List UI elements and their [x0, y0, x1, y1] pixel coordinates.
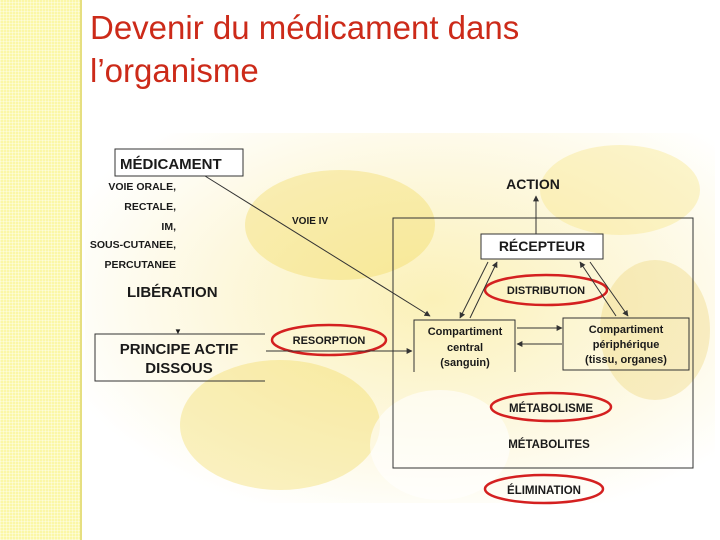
action-label: ACTION: [506, 176, 560, 192]
metabolites-label: MÉTABOLITES: [508, 439, 590, 451]
resorption-label: RESORPTION: [292, 335, 366, 347]
down-arrow-glyph: ▼: [174, 327, 182, 336]
voie-iv-label: VOIE IV: [292, 216, 329, 227]
elimination-label: ÉLIMINATION: [507, 485, 581, 497]
title-line-1: Devenir du médicament dans: [90, 9, 520, 46]
voie-sous-cutanee-label: SOUS-CUTANEE,: [89, 239, 176, 251]
periph-line-2: périphérique: [592, 339, 660, 351]
voie-rectale-label: RECTALE,: [124, 201, 176, 213]
central-line-1: Compartiment: [427, 326, 503, 338]
dissous-label: DISSOUS: [145, 360, 213, 377]
voie-orale-label: VOIE ORALE,: [108, 181, 176, 193]
medicament-label: MÉDICAMENT: [120, 156, 222, 173]
liberation-label: LIBÉRATION: [127, 284, 218, 301]
voie-im-label: IM,: [161, 221, 176, 233]
central-line-2: central: [446, 342, 484, 354]
periph-line-1: Compartiment: [588, 324, 664, 336]
voie-percutanee-label: PERCUTANEE: [104, 259, 176, 271]
voie-iv-arrow: [205, 176, 430, 316]
principe-actif-label: PRINCIPE ACTIF: [119, 341, 239, 358]
title-line-2: l’organisme: [90, 52, 259, 89]
recepteur-label: RÉCEPTEUR: [498, 238, 586, 254]
recepteur-periph-arrow-b: [580, 262, 616, 316]
periph-line-3: (tissu, organes): [585, 354, 667, 366]
central-line-3: (sanguin): [440, 357, 490, 369]
metabolisme-label: MÉTABOLISME: [508, 403, 594, 415]
distribution-label: DISTRIBUTION: [506, 285, 586, 297]
recepteur-periph-arrow-a: [590, 262, 628, 316]
